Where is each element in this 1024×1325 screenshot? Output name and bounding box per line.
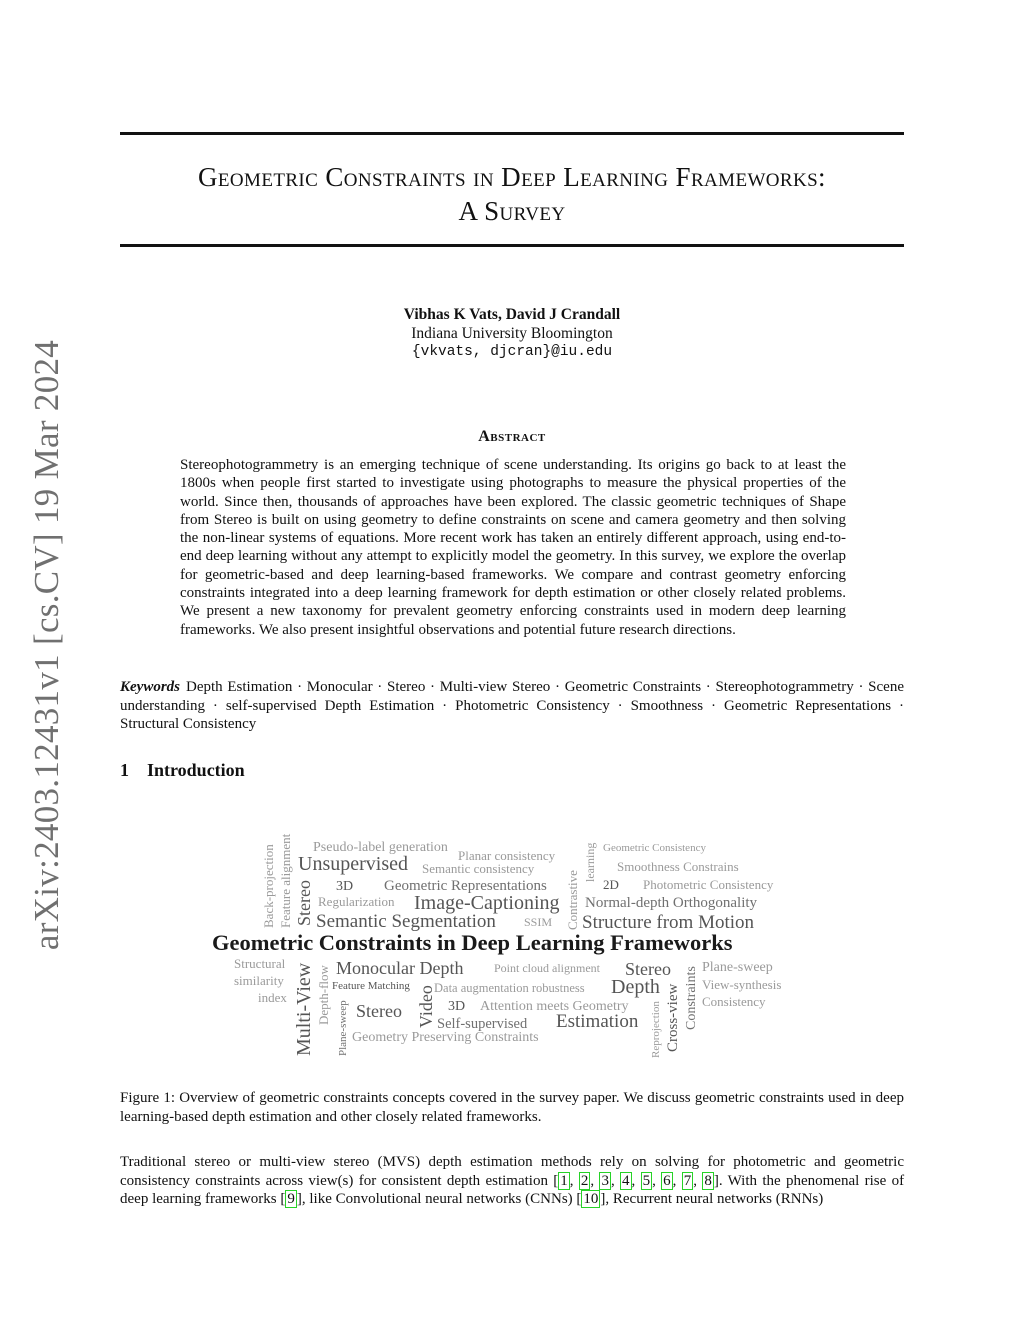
wc-consistency: Consistency (702, 994, 766, 1009)
wc-feature-alignment: Feature alignment (278, 833, 293, 928)
wc-similarity: similarity (234, 973, 284, 988)
keywords-paragraph (120, 678, 904, 734)
paper-title (120, 160, 904, 228)
abstract-heading: Abstract (478, 428, 546, 445)
figure-wordcloud (200, 820, 820, 1065)
wc-index: index (258, 990, 287, 1005)
abstract-text: Stereophotogrammetry is an emerging technique of scene understanding. Its origins go back to at least the 1800s when people first started to investigate using photographs to measure the physical properties of the world. Since then, thousands of approaches have been explored. The classic geometric techniques of Shape from Stereo is built on using geometry to define constraints on scene and camera geometry and then solving the non-linear systems of equations. More recent work has taken an entirely different approach, using end-to-end deep learning without any attempt to explicitly model the geometry. In this survey, we explore the overlap for geometric-based and deep learning-based frameworks. We compare and contrast geometry enforcing constraints integrated into a deep learning framework for depth estimation or other closely related problems. We present a new taxonomy for prevalent geometry enforcing constraints used in modern deep learning frameworks. We also present insightful observations and potential future research directions. (180, 457, 846, 638)
wc-3d-bottom: 3D (448, 999, 466, 1014)
wc-normal-depth: Normal-depth Orthogonality (585, 895, 758, 911)
wc-3d-top: 3D (336, 879, 354, 894)
section-heading (120, 760, 245, 781)
citation-link[interactable]: 5 (642, 1172, 651, 1189)
citation-link[interactable]: 6 (663, 1172, 671, 1189)
wc-2d: 2D (603, 877, 619, 892)
wc-pseudo-label: Pseudo-label generation (313, 840, 448, 855)
intro-text-a: Traditional stereo or multi-view stereo (MVS) depth estimation methods rely on solving for photometric and geometric consistency constraints across view(s) for consistent depth estimation [ (120, 1154, 904, 1189)
wc-self-supervised: Self-supervised (437, 1016, 528, 1032)
intro-text-c: ], like Convolutional neural networks (CNNs) [ (296, 1191, 582, 1207)
author-block (120, 305, 904, 362)
wc-view-synthesis: View-synthesis (702, 977, 782, 992)
wc-regularization: Regularization (318, 894, 395, 909)
wc-geometry-preserving: Geometry Preserving Constraints (352, 1030, 539, 1045)
wc-learning: learning (583, 842, 597, 882)
wc-cross-view: Cross-view (665, 983, 681, 1052)
title-top-rule (120, 132, 904, 135)
wc-estimation: Estimation (556, 1011, 639, 1032)
wc-structural: Structural (234, 956, 286, 971)
wc-geometric-representations: Geometric Representations (384, 878, 547, 894)
title-line-2: A Survey (458, 196, 566, 226)
affiliation: Indiana University Bloomington (411, 325, 613, 342)
wc-ssim: SSIM (524, 915, 553, 929)
wc-main-title: Geometric Constraints in Deep Learning Frameworks (212, 930, 733, 955)
wc-depth: Depth (611, 976, 660, 998)
wc-multi-view: Multi-View (293, 962, 315, 1056)
wc-image-captioning: Image-Captioning (414, 892, 560, 914)
intro-text-d: ], Recurrent neural networks (RNNs) (600, 1191, 824, 1207)
wc-sfm: Structure from Motion (582, 912, 755, 933)
wc-back-projection: Back-projection (261, 844, 276, 928)
wc-depth-flow: Depth-flow (316, 965, 331, 1025)
section-title: Introduction (147, 760, 245, 780)
wc-video: Video (416, 985, 436, 1028)
section-number: 1 (120, 760, 129, 780)
author-names: Vibhas K Vats, David J Crandall (403, 306, 621, 323)
wc-reprojection: Reprojection (650, 1001, 662, 1058)
citation-link[interactable]: 4 (622, 1172, 630, 1189)
citation-link[interactable]: 2 (580, 1172, 589, 1189)
citation-link[interactable]: 10 (583, 1191, 599, 1207)
wc-plane-sweep: Plane-sweep (702, 960, 773, 975)
wc-stereo-small: Stereo (356, 1001, 402, 1021)
intro-paragraph: Traditional stereo or multi-view stereo (MVS) depth estimation methods rely on solving for photometric and geometric consistency constraints across view(s) for consistent depth estimation [ 1 , 2 , 3 , 4 , 5 , 6 , 7 , 8 ]. With the phenomenal rise of deep learning frameworks [ 9 ], like Convolutional neural networks (CNNs) [ 10 ], Recurrent neural networks (RNNs) (120, 1154, 905, 1207)
wc-stereo-vertical: Stereo (294, 880, 314, 926)
wc-planar: Planar consistency (458, 848, 556, 863)
citation-link[interactable]: 9 (287, 1191, 295, 1207)
title-bottom-rule (120, 244, 904, 247)
wc-plane-sweep-vertical: Plane-sweep (337, 1000, 349, 1056)
wc-monocular-depth: Monocular Depth (336, 958, 464, 978)
wc-unsupervised: Unsupervised (298, 853, 408, 875)
wc-attention: Attention meets Geometry (480, 999, 629, 1014)
wc-semantic-segmentation: Semantic Segmentation (316, 911, 496, 932)
citation-link[interactable]: 8 (704, 1172, 712, 1189)
citation-link[interactable]: 1 (560, 1172, 568, 1189)
keywords-label: Keywords (120, 679, 180, 695)
citation-link[interactable]: 3 (601, 1172, 609, 1189)
figure-caption: Figure 1: Overview of geometric constraints concepts covered in the survey paper. We discuss geometric constraints used in deep learning-based depth estimation and other closely related frameworks. (120, 1090, 904, 1125)
wc-constraints-vertical: Constraints (684, 966, 699, 1030)
wc-photometric: Photometric Consistency (643, 877, 774, 892)
wc-contrastive: Contrastive (565, 870, 580, 930)
wc-stereo-right: Stereo (625, 959, 671, 979)
wc-feature-matching: Feature Matching (332, 980, 410, 992)
arxiv-identifier: arXiv:2403.12431v1 [cs.CV] 19 Mar 2024 (27, 339, 66, 951)
wc-smoothness: Smoothness Constrains (617, 859, 739, 874)
author-email: {vkvats, djcran}@iu.edu (411, 344, 613, 360)
keywords-list: Depth Estimation · Monocular · Stereo · Multi-view Stereo · Geometric Constraints · Stereophotogrammetry · Scene understanding · self-supervised Depth Estimation · Photometric Consistency · Smoothness · Geometric Representations · Structural Consistency (120, 679, 904, 732)
title-line-1: Geometric Constraints in Deep Learning Frameworks: (198, 162, 826, 192)
wc-data-augmentation: Data augmentation robustness (434, 981, 585, 995)
wc-semantic-consistency: Semantic consistency (422, 861, 535, 876)
intro-text-b: ]. With the phenomenal rise of deep learning frameworks [ (120, 1172, 905, 1207)
wc-point-cloud: Point cloud alignment (494, 961, 600, 975)
citation-link[interactable]: 7 (683, 1172, 692, 1189)
wc-geometric-consistency: Geometric Consistency (603, 842, 706, 854)
